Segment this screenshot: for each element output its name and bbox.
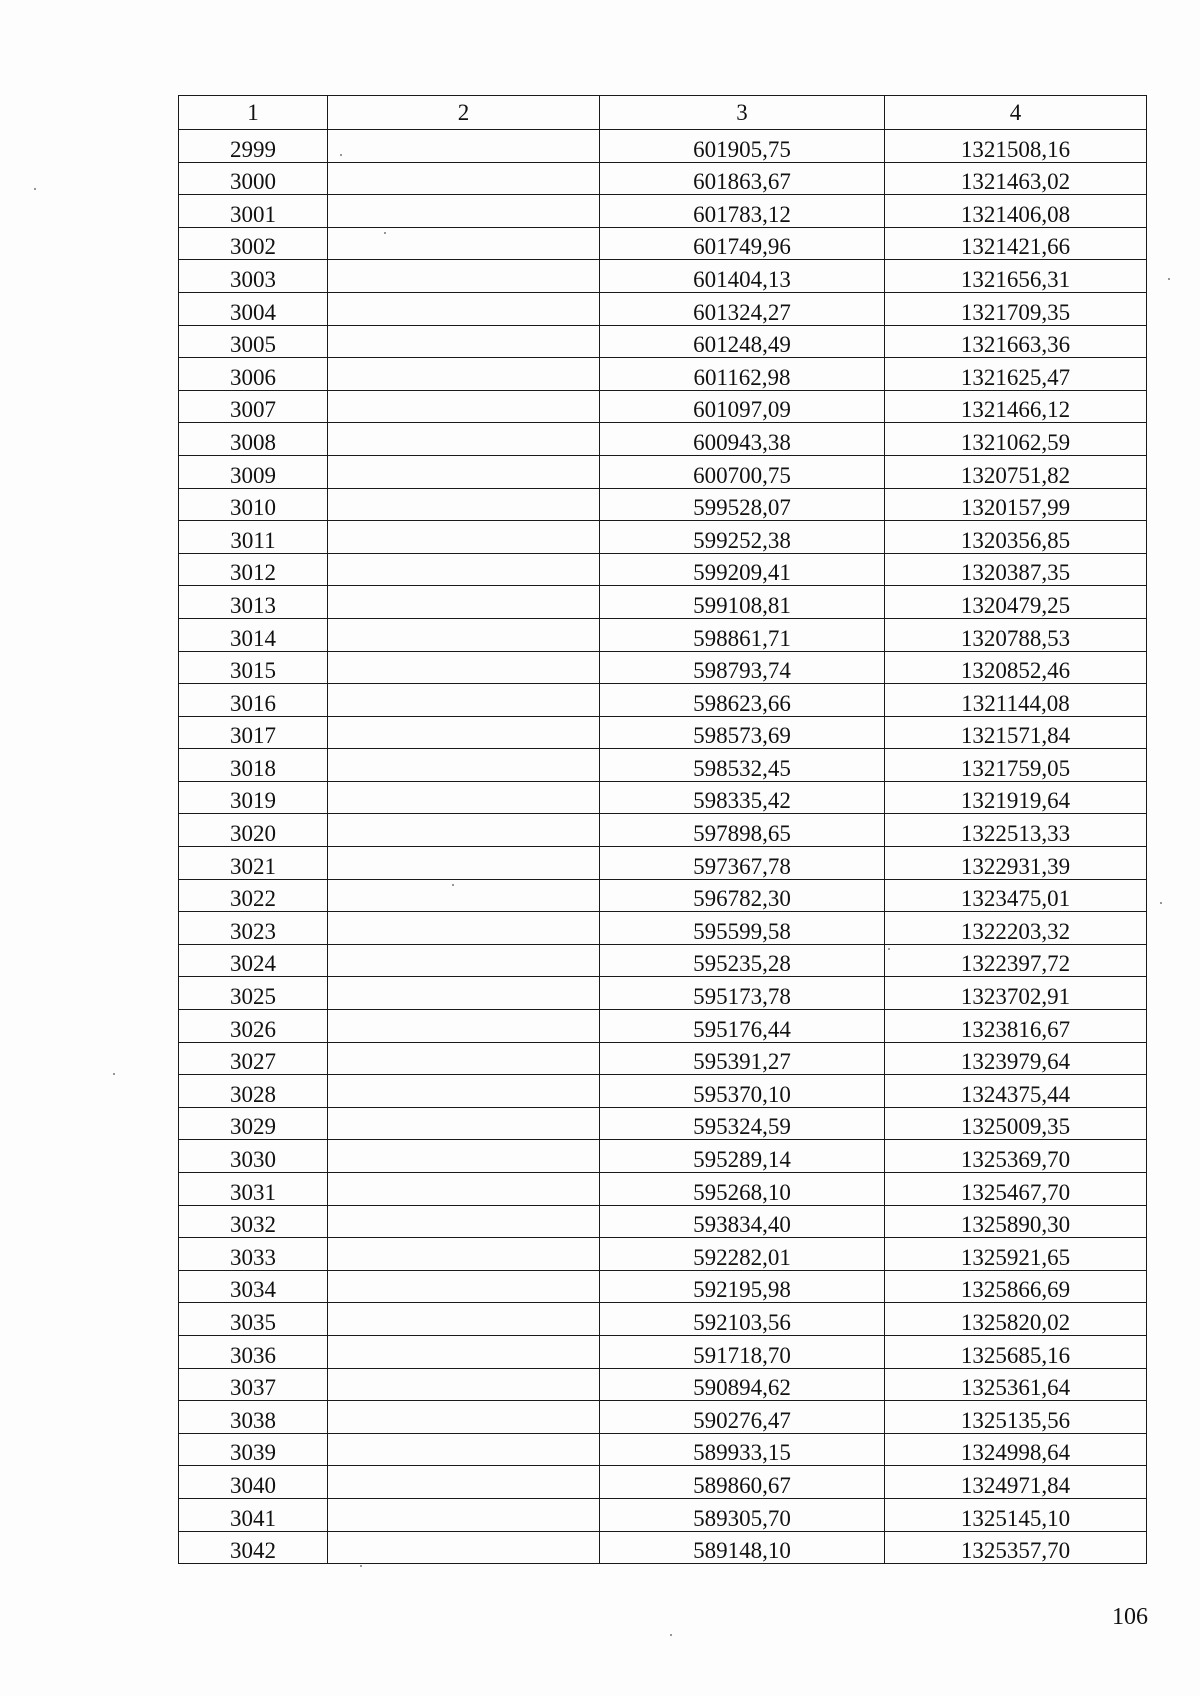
- scan-speck: [384, 232, 386, 234]
- point-number-cell: 3022: [179, 879, 328, 912]
- point-number-cell: 3037: [179, 1368, 328, 1401]
- y-coordinate-cell: 1325866,69: [885, 1270, 1147, 1303]
- x-coordinate-cell: 595289,14: [600, 1140, 885, 1173]
- description-cell: [328, 390, 600, 423]
- y-coordinate-cell: 1321919,64: [885, 781, 1147, 814]
- x-coordinate-cell: 593834,40: [600, 1205, 885, 1238]
- x-coordinate-cell: 599209,41: [600, 553, 885, 586]
- column-header-3: 3: [600, 96, 885, 130]
- table-row: [179, 1205, 1147, 1238]
- description-cell: [328, 1010, 600, 1043]
- point-number-cell: 3014: [179, 618, 328, 651]
- table-row: [179, 749, 1147, 782]
- table-row: [179, 1238, 1147, 1271]
- coordinates-table: [178, 95, 1147, 1564]
- table-row: [179, 781, 1147, 814]
- description-cell: [328, 423, 600, 456]
- table-body: [179, 130, 1147, 1564]
- description-cell: [328, 1433, 600, 1466]
- description-cell: [328, 1368, 600, 1401]
- y-coordinate-cell: 1325467,70: [885, 1173, 1147, 1206]
- point-number-cell: 3019: [179, 781, 328, 814]
- y-coordinate-cell: 1320387,35: [885, 553, 1147, 586]
- description-cell: [328, 1401, 600, 1434]
- table-row: [179, 1270, 1147, 1303]
- scan-speck: [340, 154, 342, 156]
- y-coordinate-cell: 1320479,25: [885, 586, 1147, 619]
- point-number-cell: 3032: [179, 1205, 328, 1238]
- description-cell: [328, 1303, 600, 1336]
- point-number-cell: 3003: [179, 260, 328, 293]
- table-row: [179, 944, 1147, 977]
- x-coordinate-cell: 601905,75: [600, 130, 885, 163]
- table-row: [179, 130, 1147, 163]
- y-coordinate-cell: 1322931,39: [885, 847, 1147, 880]
- table-row: [179, 586, 1147, 619]
- description-cell: [328, 260, 600, 293]
- table-row: [179, 1466, 1147, 1499]
- description-cell: [328, 130, 600, 163]
- table-row: [179, 1368, 1147, 1401]
- description-cell: [328, 651, 600, 684]
- point-number-cell: 3021: [179, 847, 328, 880]
- scan-speck: [1168, 278, 1170, 280]
- y-coordinate-cell: 1321466,12: [885, 390, 1147, 423]
- description-cell: [328, 847, 600, 880]
- point-number-cell: 3005: [179, 325, 328, 358]
- point-number-cell: 3012: [179, 553, 328, 586]
- point-number-cell: 3017: [179, 716, 328, 749]
- x-coordinate-cell: 595235,28: [600, 944, 885, 977]
- point-number-cell: 3030: [179, 1140, 328, 1173]
- x-coordinate-cell: 592103,56: [600, 1303, 885, 1336]
- table-row: [179, 618, 1147, 651]
- table-row: [179, 227, 1147, 260]
- y-coordinate-cell: 1322397,72: [885, 944, 1147, 977]
- scan-speck: [888, 948, 890, 950]
- x-coordinate-cell: 601162,98: [600, 358, 885, 391]
- y-coordinate-cell: 1323816,67: [885, 1010, 1147, 1043]
- description-cell: [328, 912, 600, 945]
- x-coordinate-cell: 589305,70: [600, 1498, 885, 1531]
- x-coordinate-cell: 596782,30: [600, 879, 885, 912]
- description-cell: [328, 358, 600, 391]
- table-row: [179, 1107, 1147, 1140]
- y-coordinate-cell: 1325361,64: [885, 1368, 1147, 1401]
- x-coordinate-cell: 599252,38: [600, 521, 885, 554]
- column-header-4: 4: [885, 96, 1147, 130]
- description-cell: [328, 1042, 600, 1075]
- x-coordinate-cell: 601404,13: [600, 260, 885, 293]
- x-coordinate-cell: 592195,98: [600, 1270, 885, 1303]
- table-row: [179, 716, 1147, 749]
- table-row: [179, 1531, 1147, 1564]
- y-coordinate-cell: 1321406,08: [885, 195, 1147, 228]
- scan-speck: [1160, 902, 1162, 904]
- description-cell: [328, 1498, 600, 1531]
- point-number-cell: 3040: [179, 1466, 328, 1499]
- point-number-cell: 3004: [179, 292, 328, 325]
- scan-speck: [113, 1073, 115, 1075]
- table-row: [179, 814, 1147, 847]
- description-cell: [328, 325, 600, 358]
- description-cell: [328, 488, 600, 521]
- table-row: [179, 553, 1147, 586]
- point-number-cell: 3000: [179, 162, 328, 195]
- description-cell: [328, 977, 600, 1010]
- table-row: [179, 195, 1147, 228]
- column-header-1: 1: [179, 96, 328, 130]
- description-cell: [328, 162, 600, 195]
- description-cell: [328, 292, 600, 325]
- description-cell: [328, 1107, 600, 1140]
- table-row: [179, 1433, 1147, 1466]
- table-row: [179, 651, 1147, 684]
- point-number-cell: 3020: [179, 814, 328, 847]
- y-coordinate-cell: 1322203,32: [885, 912, 1147, 945]
- description-cell: [328, 455, 600, 488]
- point-number-cell: 3036: [179, 1335, 328, 1368]
- x-coordinate-cell: 601324,27: [600, 292, 885, 325]
- page-number: 106: [1112, 1604, 1148, 1630]
- description-cell: [328, 749, 600, 782]
- point-number-cell: 3034: [179, 1270, 328, 1303]
- point-number-cell: 3009: [179, 455, 328, 488]
- x-coordinate-cell: 598793,74: [600, 651, 885, 684]
- y-coordinate-cell: 1325685,16: [885, 1335, 1147, 1368]
- description-cell: [328, 1466, 600, 1499]
- x-coordinate-cell: 598573,69: [600, 716, 885, 749]
- description-cell: [328, 944, 600, 977]
- y-coordinate-cell: 1320788,53: [885, 618, 1147, 651]
- description-cell: [328, 781, 600, 814]
- x-coordinate-cell: 601097,09: [600, 390, 885, 423]
- description-cell: [328, 1075, 600, 1108]
- x-coordinate-cell: 601248,49: [600, 325, 885, 358]
- point-number-cell: 3024: [179, 944, 328, 977]
- y-coordinate-cell: 1325009,35: [885, 1107, 1147, 1140]
- point-number-cell: 3027: [179, 1042, 328, 1075]
- x-coordinate-cell: 597367,78: [600, 847, 885, 880]
- scan-speck: [360, 1565, 362, 1567]
- point-number-cell: 3002: [179, 227, 328, 260]
- scan-speck: [670, 1634, 672, 1636]
- x-coordinate-cell: 590894,62: [600, 1368, 885, 1401]
- point-number-cell: 3006: [179, 358, 328, 391]
- x-coordinate-cell: 595268,10: [600, 1173, 885, 1206]
- point-number-cell: 3029: [179, 1107, 328, 1140]
- x-coordinate-cell: 595599,58: [600, 912, 885, 945]
- y-coordinate-cell: 1324375,44: [885, 1075, 1147, 1108]
- table-row: [179, 455, 1147, 488]
- y-coordinate-cell: 1325921,65: [885, 1238, 1147, 1271]
- y-coordinate-cell: 1325890,30: [885, 1205, 1147, 1238]
- x-coordinate-cell: 599108,81: [600, 586, 885, 619]
- description-cell: [328, 1270, 600, 1303]
- y-coordinate-cell: 1325820,02: [885, 1303, 1147, 1336]
- x-coordinate-cell: 598532,45: [600, 749, 885, 782]
- point-number-cell: 3010: [179, 488, 328, 521]
- description-cell: [328, 1205, 600, 1238]
- table-row: [179, 521, 1147, 554]
- x-coordinate-cell: 595324,59: [600, 1107, 885, 1140]
- point-number-cell: 3038: [179, 1401, 328, 1434]
- y-coordinate-cell: 1321508,16: [885, 130, 1147, 163]
- y-coordinate-cell: 1321656,31: [885, 260, 1147, 293]
- table-row: [179, 1075, 1147, 1108]
- description-cell: [328, 521, 600, 554]
- x-coordinate-cell: 595173,78: [600, 977, 885, 1010]
- y-coordinate-cell: 1320852,46: [885, 651, 1147, 684]
- table-row: [179, 390, 1147, 423]
- y-coordinate-cell: 1324998,64: [885, 1433, 1147, 1466]
- x-coordinate-cell: 601783,12: [600, 195, 885, 228]
- x-coordinate-cell: 595391,27: [600, 1042, 885, 1075]
- description-cell: [328, 586, 600, 619]
- x-coordinate-cell: 601749,96: [600, 227, 885, 260]
- x-coordinate-cell: 599528,07: [600, 488, 885, 521]
- column-header-2: 2: [328, 96, 600, 130]
- point-number-cell: 3042: [179, 1531, 328, 1564]
- point-number-cell: 3018: [179, 749, 328, 782]
- description-cell: [328, 618, 600, 651]
- point-number-cell: 3001: [179, 195, 328, 228]
- table-row: [179, 325, 1147, 358]
- y-coordinate-cell: 1320356,85: [885, 521, 1147, 554]
- x-coordinate-cell: 589860,67: [600, 1466, 885, 1499]
- x-coordinate-cell: 598335,42: [600, 781, 885, 814]
- table-row: [179, 977, 1147, 1010]
- table-row: [179, 879, 1147, 912]
- y-coordinate-cell: 1321463,02: [885, 162, 1147, 195]
- description-cell: [328, 1173, 600, 1206]
- table-row: [179, 292, 1147, 325]
- table-row: [179, 1401, 1147, 1434]
- point-number-cell: 3011: [179, 521, 328, 554]
- table-row: [179, 260, 1147, 293]
- description-cell: [328, 227, 600, 260]
- table-row: [179, 1010, 1147, 1043]
- table-row: [179, 1140, 1147, 1173]
- table-row: [179, 1042, 1147, 1075]
- y-coordinate-cell: 1323702,91: [885, 977, 1147, 1010]
- x-coordinate-cell: 597898,65: [600, 814, 885, 847]
- table-row: [179, 684, 1147, 717]
- point-number-cell: 3025: [179, 977, 328, 1010]
- scan-speck: [452, 884, 454, 886]
- x-coordinate-cell: 595176,44: [600, 1010, 885, 1043]
- y-coordinate-cell: 1321571,84: [885, 716, 1147, 749]
- description-cell: [328, 684, 600, 717]
- y-coordinate-cell: 1324971,84: [885, 1466, 1147, 1499]
- description-cell: [328, 195, 600, 228]
- point-number-cell: 3028: [179, 1075, 328, 1108]
- table-row: [179, 1335, 1147, 1368]
- y-coordinate-cell: 1321663,36: [885, 325, 1147, 358]
- y-coordinate-cell: 1320751,82: [885, 455, 1147, 488]
- x-coordinate-cell: 600700,75: [600, 455, 885, 488]
- description-cell: [328, 814, 600, 847]
- header-row: [179, 96, 1147, 130]
- description-cell: [328, 1238, 600, 1271]
- x-coordinate-cell: 598861,71: [600, 618, 885, 651]
- x-coordinate-cell: 601863,67: [600, 162, 885, 195]
- y-coordinate-cell: 1325357,70: [885, 1531, 1147, 1564]
- point-number-cell: 3026: [179, 1010, 328, 1043]
- y-coordinate-cell: 1325145,10: [885, 1498, 1147, 1531]
- table-row: [179, 162, 1147, 195]
- x-coordinate-cell: 591718,70: [600, 1335, 885, 1368]
- point-number-cell: 3023: [179, 912, 328, 945]
- description-cell: [328, 879, 600, 912]
- point-number-cell: 3008: [179, 423, 328, 456]
- description-cell: [328, 716, 600, 749]
- y-coordinate-cell: 1325369,70: [885, 1140, 1147, 1173]
- point-number-cell: 3039: [179, 1433, 328, 1466]
- x-coordinate-cell: 592282,01: [600, 1238, 885, 1271]
- description-cell: [328, 1335, 600, 1368]
- x-coordinate-cell: 595370,10: [600, 1075, 885, 1108]
- table-row: [179, 847, 1147, 880]
- point-number-cell: 3031: [179, 1173, 328, 1206]
- table-header: [179, 96, 1147, 130]
- point-number-cell: 3033: [179, 1238, 328, 1271]
- y-coordinate-cell: 1321759,05: [885, 749, 1147, 782]
- y-coordinate-cell: 1321144,08: [885, 684, 1147, 717]
- y-coordinate-cell: 1321062,59: [885, 423, 1147, 456]
- x-coordinate-cell: 589148,10: [600, 1531, 885, 1564]
- description-cell: [328, 553, 600, 586]
- point-number-cell: 3015: [179, 651, 328, 684]
- table-row: [179, 912, 1147, 945]
- y-coordinate-cell: 1323979,64: [885, 1042, 1147, 1075]
- y-coordinate-cell: 1320157,99: [885, 488, 1147, 521]
- description-cell: [328, 1140, 600, 1173]
- point-number-cell: 3013: [179, 586, 328, 619]
- table-row: [179, 423, 1147, 456]
- table-row: [179, 1303, 1147, 1336]
- x-coordinate-cell: 589933,15: [600, 1433, 885, 1466]
- table-row: [179, 1498, 1147, 1531]
- point-number-cell: 2999: [179, 130, 328, 163]
- y-coordinate-cell: 1321421,66: [885, 227, 1147, 260]
- table-row: [179, 1173, 1147, 1206]
- y-coordinate-cell: 1325135,56: [885, 1401, 1147, 1434]
- y-coordinate-cell: 1321709,35: [885, 292, 1147, 325]
- point-number-cell: 3041: [179, 1498, 328, 1531]
- x-coordinate-cell: 598623,66: [600, 684, 885, 717]
- description-cell: [328, 1531, 600, 1564]
- x-coordinate-cell: 600943,38: [600, 423, 885, 456]
- point-number-cell: 3035: [179, 1303, 328, 1336]
- y-coordinate-cell: 1321625,47: [885, 358, 1147, 391]
- y-coordinate-cell: 1323475,01: [885, 879, 1147, 912]
- x-coordinate-cell: 590276,47: [600, 1401, 885, 1434]
- table-row: [179, 358, 1147, 391]
- scan-speck: [34, 188, 36, 190]
- point-number-cell: 3016: [179, 684, 328, 717]
- table-row: [179, 488, 1147, 521]
- point-number-cell: 3007: [179, 390, 328, 423]
- y-coordinate-cell: 1322513,33: [885, 814, 1147, 847]
